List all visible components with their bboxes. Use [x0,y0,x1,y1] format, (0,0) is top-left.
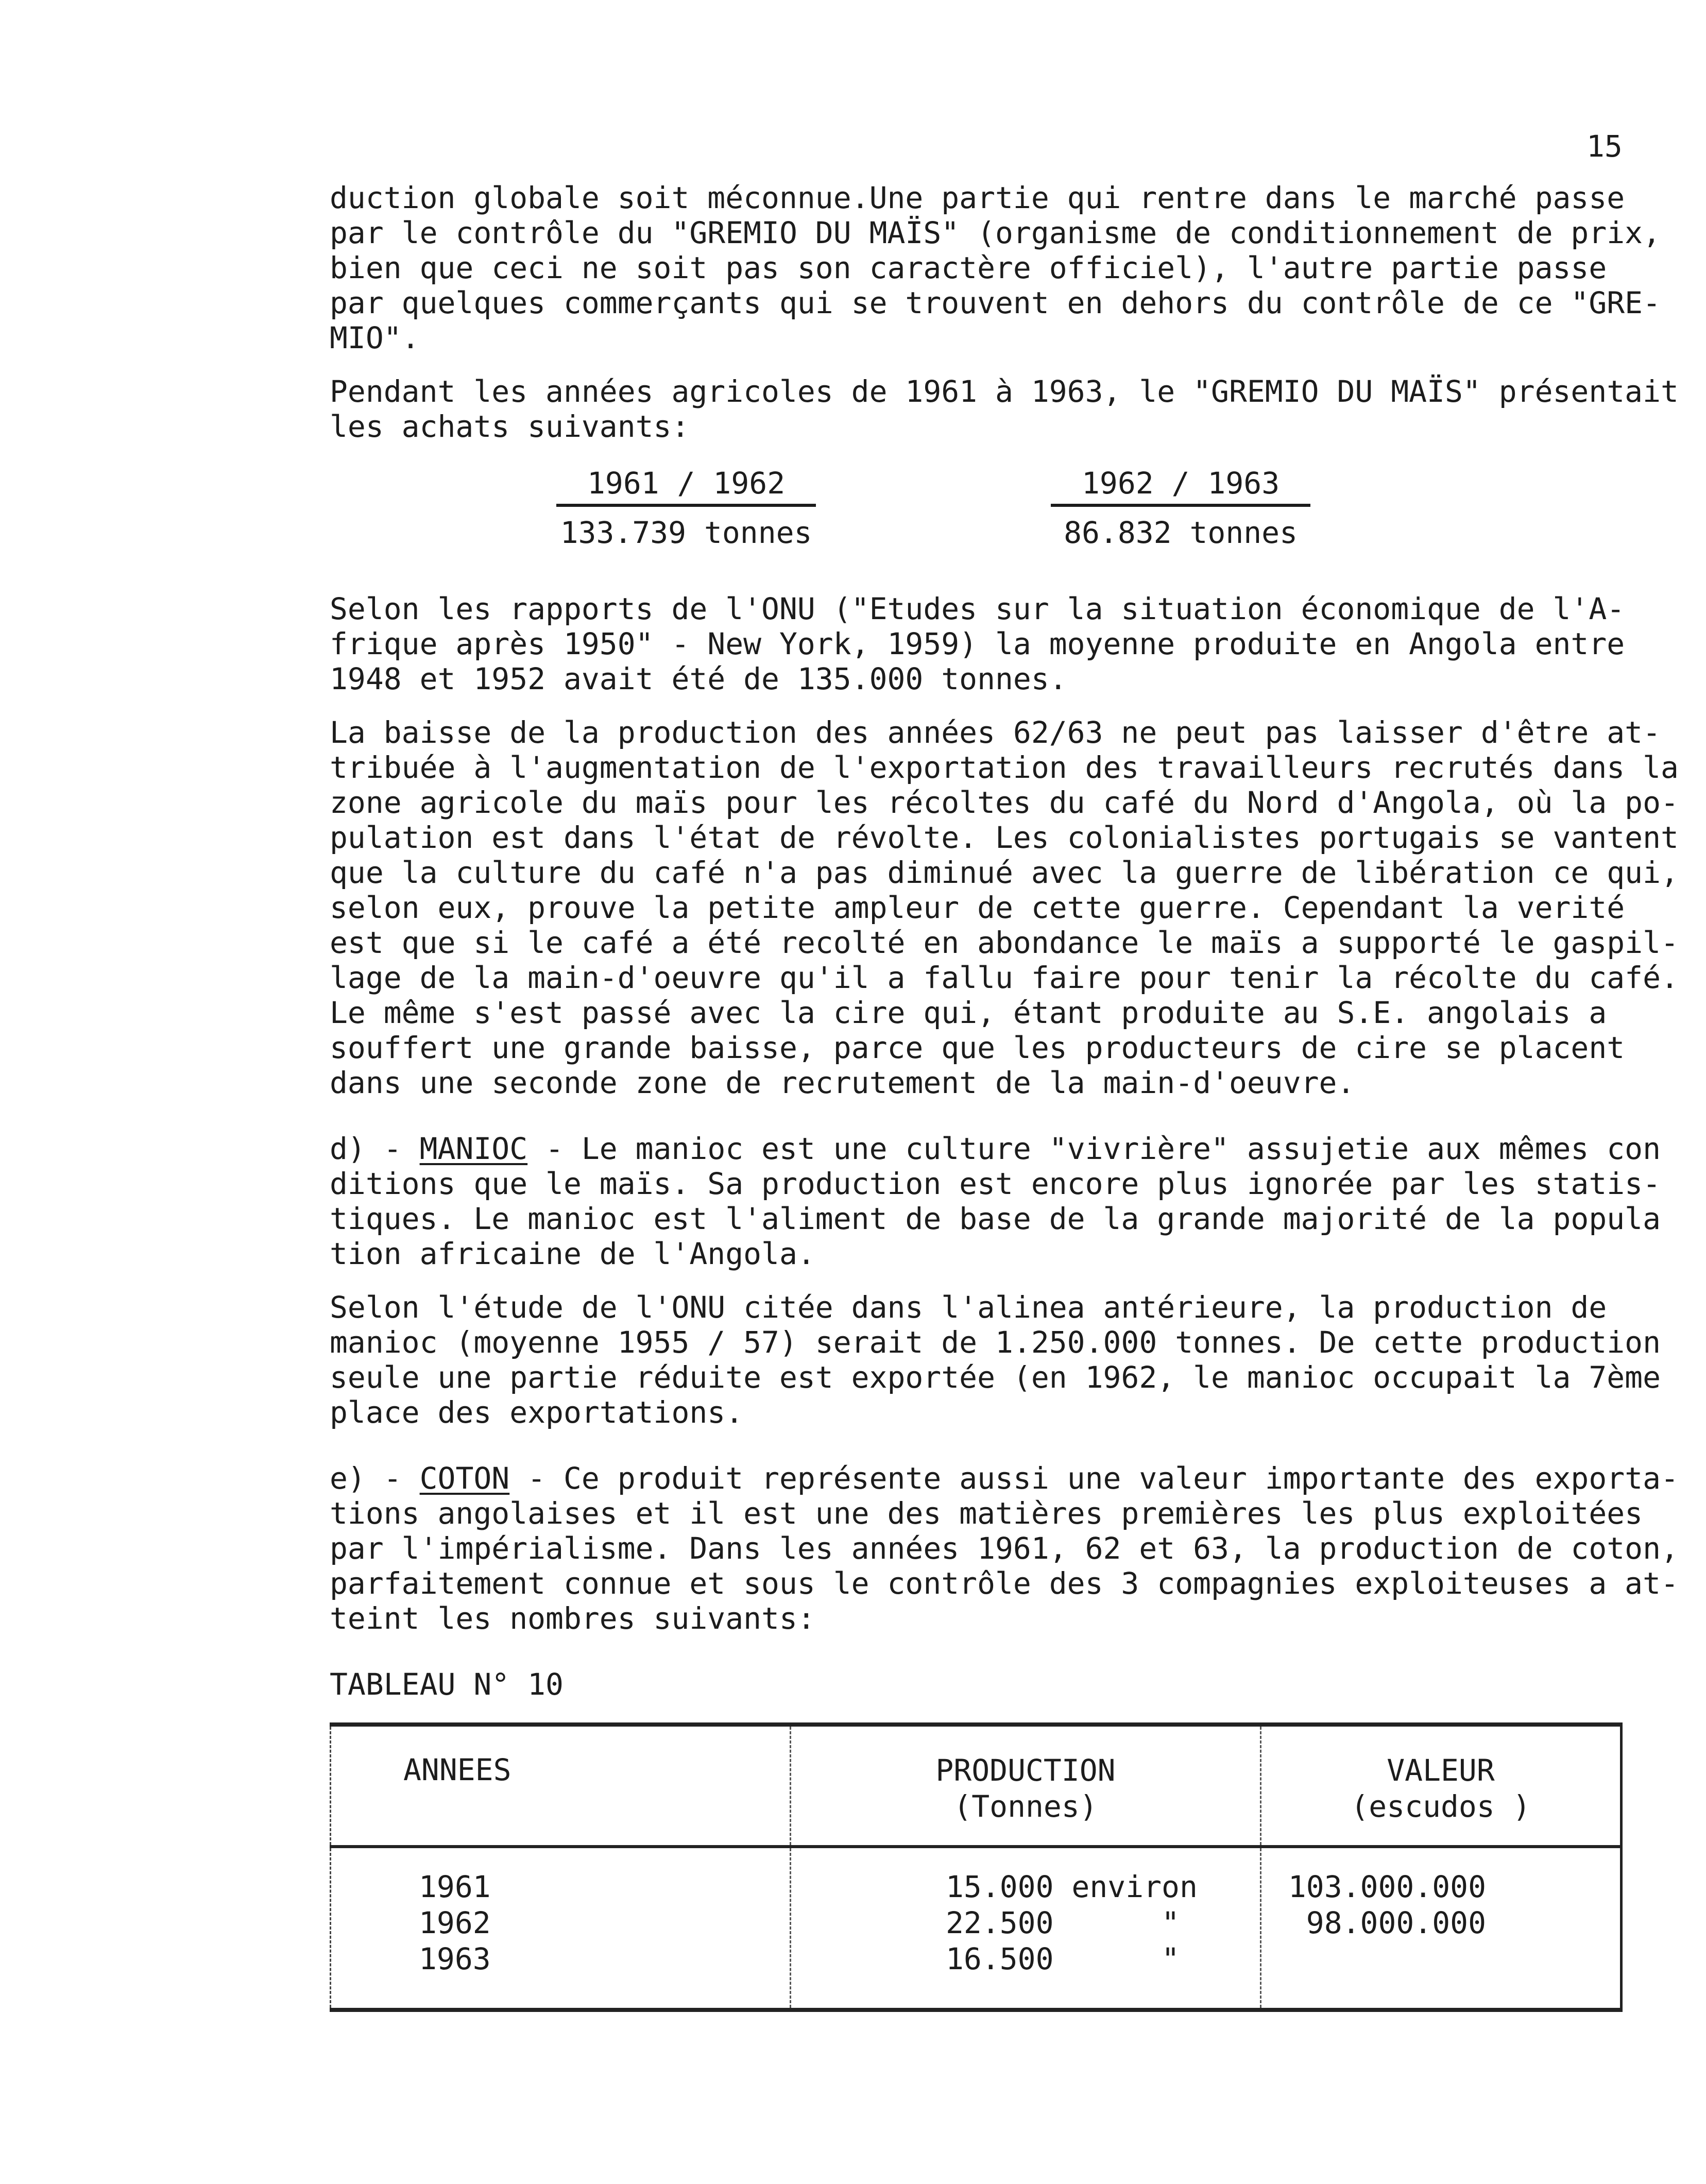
purchases-year-label: 1961 / 1962 [556,463,816,507]
purchases-col-1961 [556,463,816,550]
text-line: Selon les rapports de l'ONU ("Etudes sur la situation économique de l'A- [330,591,1625,626]
text-line: MIO". [330,320,420,355]
text-fragment: - Le manioc est une culture "vivrière" assujetie aux mêmes con [527,1131,1661,1166]
text-line: place des exportations. [330,1395,744,1430]
text-line: par l'impérialisme. Dans les années 1961, 62 et 63, la production de coton, [330,1531,1679,1566]
header-label: ANNEES [403,1752,511,1787]
text-line: teint les nombres suivants: [330,1601,815,1636]
text-line: pulation est dans l'état de révolte. Les colonialistes portugais se vantent [330,820,1679,855]
text-line: seule une partie réduite est exportée (en 1962, le manioc occupait la 7ème [330,1360,1661,1395]
paragraph-manioc [330,1131,1661,1271]
text-line: 1948 et 1952 avait été de 135.000 tonnes. [330,661,1067,696]
text-line: lage de la main-d'oeuvre qu'il a fallu faire pour tenir la récolte du café. [330,960,1679,995]
text-line: frique après 1950" - New York, 1959) la moyenne produite en Angola entre [330,626,1625,661]
header-annees [331,1725,791,1847]
document-body [330,180,1679,2012]
paragraph-coton [330,1461,1679,1636]
paragraph-maize-market [330,180,1661,355]
text-line: par quelques commerçants qui se trouvent en dehors du contrôle de ce "GRE- [330,285,1661,320]
header-label: VALEUR [1387,1753,1495,1788]
text-line: Selon l'étude de l'ONU citée dans l'alinea antérieure, la production de [330,1290,1607,1325]
value-cell [1261,1847,1622,2010]
header-valeur [1261,1725,1622,1847]
paragraph-gremio-purchases [330,374,1679,444]
paragraph-production-decline [330,715,1679,1100]
value-amount: 103.000.000 [1288,1869,1486,1904]
text-line: dans une seconde zone de recrutement de la main-d'oeuvre. [330,1065,1355,1100]
year-value: 1961 [419,1869,491,1904]
text-line: Le même s'est passé avec la cire qui, étant produite au S.E. angolais a [330,995,1607,1030]
table-row [331,1847,1622,2010]
text-line [330,1131,1661,1166]
text-line: tiques. Le manioc est l'aliment de base de la grande majorité de la popula [330,1201,1661,1236]
section-heading-manioc: MANIOC [419,1131,528,1166]
text-line: souffert une grande baisse, parce que les producteurs de cire se placent [330,1030,1625,1065]
table-header-row [331,1725,1622,1847]
text-line: bien que ceci ne soit pas son caractère officiel), l'autre partie passe [330,250,1607,285]
text-line: selon eux, prouve la petite ampleur de cette guerre. Cependant la verité [330,890,1625,925]
header-production [791,1725,1261,1847]
text-line: par le contrôle du "GREMIO DU MAÏS" (organisme de conditionnement de prix, [330,215,1661,250]
purchases-year-label: 1962 / 1963 [1051,463,1310,507]
text-line: parfaitement connue et sous le contrôle des 3 compagnies exploiteuses a at- [330,1566,1679,1601]
text-line: tions angolaises et il est une des matières premières les plus exploitées [330,1496,1643,1531]
year-value: 1962 [419,1905,491,1940]
production-value: 15.000 environ [946,1869,1198,1904]
purchases-value: 86.832 tonnes [1064,515,1298,550]
text-fragment: - Ce produit représente aussi une valeur importante des exporta- [509,1461,1679,1496]
text-line: que la culture du café n'a pas diminué avec la guerre de libération ce qui, [330,855,1679,890]
coton-production-table [330,1722,1623,2012]
text-line: est que si le café a été recolté en abondance le maïs a supporté le gaspil- [330,925,1679,960]
header-label: PRODUCTION [935,1753,1116,1788]
text-line [330,1461,1679,1496]
years-cell [331,1847,791,2010]
text-line: zone agricole du maïs pour les récoltes du café du Nord d'Angola, où la po- [330,785,1679,820]
text-line: duction globale soit méconnue.Une partie qui rentre dans le marché passe [330,180,1625,215]
text-line: Pendant les années agricoles de 1961 à 1963, le "GREMIO DU MAÏS" présentait [330,374,1679,409]
production-value: 22.500 " [946,1905,1180,1940]
header-unit: (escudos ) [1351,1789,1531,1824]
value-amount: 98.000.000 [1306,1905,1486,1940]
text-line: tribuée à l'augmentation de l'exportation des travailleurs recrutés dans la [330,750,1679,785]
purchases-value: 133.739 tonnes [560,515,812,550]
table-title: TABLEAU N° 10 [330,1667,564,1702]
purchases-col-1962 [1051,463,1310,550]
year-value: 1963 [419,1941,491,1976]
section-prefix: d) - [330,1131,420,1166]
paragraph-manioc-production [330,1290,1661,1430]
text-line: manioc (moyenne 1955 / 57) serait de 1.250.000 tonnes. De cette production [330,1325,1661,1360]
text-line: les achats suivants: [330,409,690,444]
page-number: 15 [1586,129,1623,164]
production-cell [791,1847,1261,2010]
section-prefix: e) - [330,1461,420,1496]
header-unit: (Tonnes) [953,1789,1098,1824]
paragraph-onu-report [330,591,1628,696]
text-line: tion africaine de l'Angola. [330,1236,815,1271]
text-line: La baisse de la production des années 62/63 ne peut pas laisser d'être at- [330,715,1661,750]
text-line: ditions que le maïs. Sa production est encore plus ignorée par les statis- [330,1166,1661,1201]
production-value: 16.500 " [946,1941,1180,1976]
purchases-summary [330,463,1628,566]
section-heading-coton: COTON [419,1461,510,1496]
